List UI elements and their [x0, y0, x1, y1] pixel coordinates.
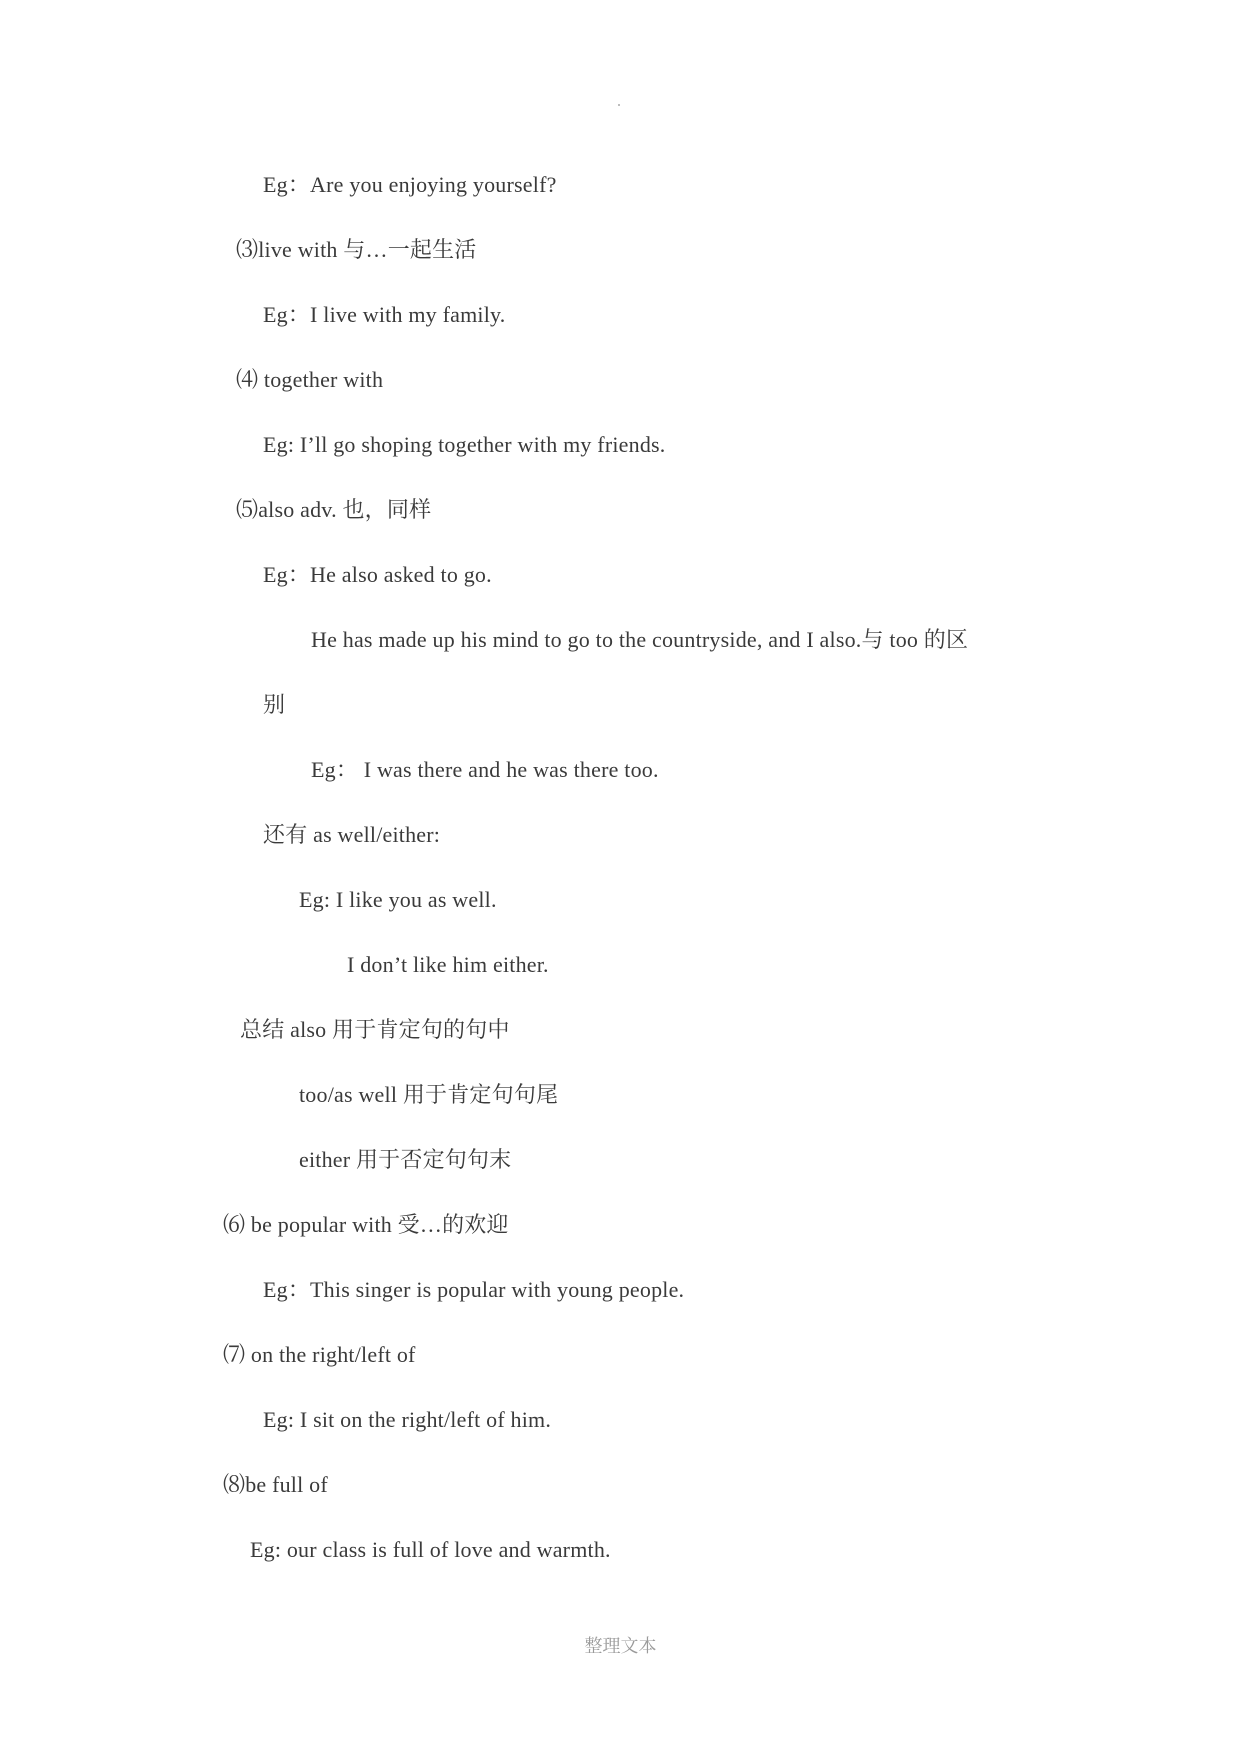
example-enjoying-yourself: Eg：Are you enjoying yourself?: [263, 172, 557, 197]
note-as-well-either: 还有 as well/either:: [263, 822, 441, 847]
summary-too-as-well: too/as well 用于肯定句句尾: [299, 1082, 559, 1107]
page-footer: 整理文本: [584, 1636, 657, 1657]
item-8-full-of: ⑻be full of: [223, 1472, 328, 1497]
example-sit-right-left: Eg: I sit on the right/left of him.: [263, 1407, 552, 1432]
summary-also: 总结 also 用于肯定句的句中: [240, 1017, 510, 1042]
item-7-right-left-of: ⑺ on the right/left of: [223, 1342, 416, 1367]
example-made-up-mind: He has made up his mind to go to the countryside, and I also.与 too 的区: [311, 627, 969, 652]
header-mark: [618, 104, 620, 106]
example-there-too: Eg： I was there and he was there too.: [311, 757, 659, 782]
item-3-live-with: ⑶live with 与…一起生活: [236, 237, 477, 262]
example-either: I don’t like him either.: [347, 952, 549, 977]
example-shopping-together: Eg: I’ll go shoping together with my friends.: [263, 432, 666, 457]
summary-either: either 用于否定句句末: [299, 1147, 512, 1172]
item-6-popular-with: ⑹ be popular with 受…的欢迎: [223, 1212, 509, 1237]
example-made-up-mind-continued: 别: [263, 692, 286, 717]
item-5-also: ⑸also adv. 也，同样: [236, 497, 432, 522]
example-as-well: Eg: I like you as well.: [299, 887, 497, 912]
example-popular-singer: Eg：This singer is popular with young people.: [263, 1277, 685, 1302]
example-live-with-family: Eg：I live with my family.: [263, 302, 506, 327]
example-full-of-love: Eg: our class is full of love and warmth.: [250, 1537, 611, 1562]
item-4-together-with: ⑷ together with: [236, 367, 384, 392]
example-also-asked: Eg：He also asked to go.: [263, 562, 492, 587]
